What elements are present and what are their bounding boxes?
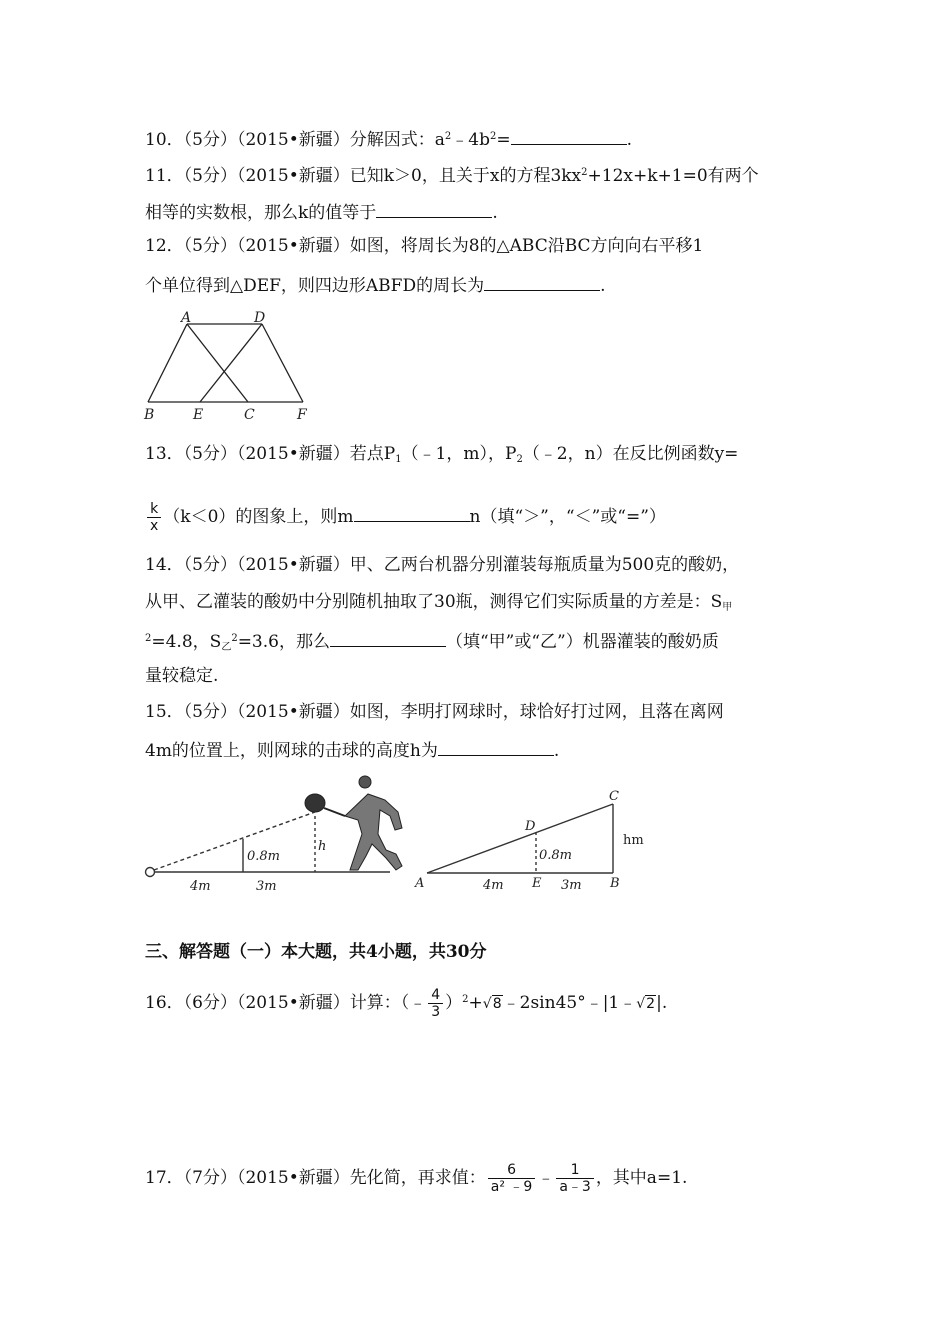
question-15-line1 [145,701,724,723]
q13-line2b: n（填“＞”，“＜”或“=”） [469,507,666,527]
frac-num: 6 [507,1162,516,1178]
frac-num: 1 [570,1162,580,1178]
q14-line2: 从甲、乙灌装的酸奶中分别随机抽取了30瓶，测得它们实际质量的方差是：S [145,592,723,612]
answer-blank[interactable] [376,199,492,218]
question-12-line1 [145,235,703,257]
q16-end: |. [656,993,668,1013]
q10-exp1: 2 [444,131,452,142]
q13-sub1: 1 [395,454,402,465]
question-14-line1 [145,554,739,576]
sqrt-2: √2 [636,996,656,1012]
q16-close: ） [445,993,463,1013]
q17-prefix: 17．（7分）（2015•新疆）先化简，再求值： [145,1168,486,1188]
q13-p1: （﹣1，m），P [401,444,517,464]
question-10 [145,126,632,151]
q16-mid: ﹣2sin45°﹣|1﹣ [502,993,637,1013]
section-title: 三、解答题（一）本大题，共4小题，共30分 [145,942,487,962]
fig-label-e: E [193,407,204,423]
q13-sub2: 2 [516,454,523,465]
frac-num: 4 [431,987,441,1003]
question-13-line2 [145,497,666,537]
q13-line2a: （k＜0）的图象上，则m [163,507,354,527]
q11-end: . [492,203,498,223]
q11-exp: 2 [581,167,588,178]
fig-label-f: F [297,407,307,423]
q11-line2: 相等的实数根，那么k的值等于 [145,203,377,223]
fig1-label-4m: 4m [190,879,211,894]
q10-prefix: 10．（5分）（2015•新疆）分解因式：a [145,130,445,150]
question-17 [145,1158,687,1198]
radicand: 8 [492,996,502,1012]
question-14-line3 [145,628,719,659]
q14-sub-jia: 甲 [722,602,733,613]
fig2-label-08: 0.8m [539,848,573,863]
answer-blank[interactable] [484,272,600,291]
fig1-label-h: h [318,839,327,854]
q14-l3a: =4.8，S [151,632,222,652]
q15-end: . [553,741,560,761]
question-12-line2 [145,272,606,297]
fig-label-d: D [254,310,266,326]
q15-line2: 4m的位置上，则网球的击球的高度h为 [145,741,438,761]
q12-figure [140,310,320,426]
fig2-label-a: A [415,876,425,891]
fig1-label-08: 0.8m [247,849,281,864]
section-heading [145,941,487,963]
q12-end: . [600,276,606,296]
q10-exp2: 2 [489,131,497,142]
q15-figure-triangle [405,780,655,895]
frac-den: a﹣3 [556,1178,594,1195]
answer-blank[interactable] [354,503,470,522]
fig-label-b: B [144,407,155,423]
fig2-label-d: D [525,819,536,834]
question-11-line2 [145,199,498,224]
fraction-4-over-3 [428,987,443,1020]
frac-den: x [147,517,161,534]
fig2-label-e: E [532,876,542,891]
q14-l3b: =3.6，那么 [237,632,330,652]
fig-label-c: C [244,407,255,423]
q14-sup1: 2 [145,633,152,644]
q14-sup2: 2 [231,633,238,644]
radicand: 2 [646,996,656,1012]
q14-l3c: （填“甲”或“乙”）机器灌装的酸奶质 [445,632,719,652]
q12-line2: 个单位得到△DEF，则四边形ABFD的周长为 [145,276,485,296]
frac-den: 3 [428,1003,443,1020]
q10-mid: ﹣4b [451,130,490,150]
fraction-6-over-a2-9 [488,1162,536,1195]
q10-tail: = [496,130,511,150]
fig-label-a: A [181,310,192,326]
question-11-line1 [145,162,759,187]
frac-num: k [150,501,159,517]
fraction-k-over-x [147,501,161,534]
q16-prefix: 16．（6分）（2015•新疆）计算：（﹣ [145,993,427,1013]
fig2-label-4m: 4m [483,878,504,893]
q14-line4: 量较稳定. [145,666,219,686]
frac-den: a² ﹣9 [488,1178,536,1195]
q15-line1: 15．（5分）（2015•新疆）如图，李明打网球时，球恰好打过网，且落在离网 [145,702,724,722]
q15-figure-tennis [140,772,420,897]
q12-line1: 12．（5分）（2015•新疆）如图，将周长为8的△ABC沿BC方向向右平移1 [145,236,704,256]
fig2-label-c: C [609,789,619,804]
q11-line1b: +12x+k+1=0有两个 [587,166,759,186]
sqrt-8: √8 [482,996,502,1012]
question-14-line4 [145,665,218,687]
fig2-label-b: B [610,876,620,891]
q11-line1: 11．（5分）（2015•新疆）已知k＞0，且关于x的方程3kx [145,166,582,186]
fraction-1-over-a-3 [556,1162,594,1195]
q10-end: . [626,130,632,150]
q16-plus: + [468,993,483,1013]
fig2-label-3m: 3m [561,878,582,893]
fig1-label-3m: 3m [256,879,277,894]
question-13-line1 [145,443,738,471]
q14-sub-yi: 乙 [221,642,232,653]
q14-line1: 14．（5分）（2015•新疆）甲、乙两台机器分别灌装每瓶质量为500克的酸奶， [145,555,740,575]
answer-blank[interactable] [511,126,627,145]
q16-exp: 2 [462,994,469,1005]
answer-blank[interactable] [438,737,554,756]
fig2-label-hm: hm [623,833,644,848]
question-14-line2 [145,591,732,619]
q17-minus: ﹣ [537,1168,555,1188]
q17-tail: ，其中a=1. [595,1168,688,1188]
q13-p2: （﹣2，n）在反比例函数y= [522,444,739,464]
question-15-line2 [145,737,559,762]
q13-line1: 13．（5分）（2015•新疆）若点P [145,444,396,464]
answer-blank[interactable] [330,628,446,647]
question-16 [145,980,667,1024]
